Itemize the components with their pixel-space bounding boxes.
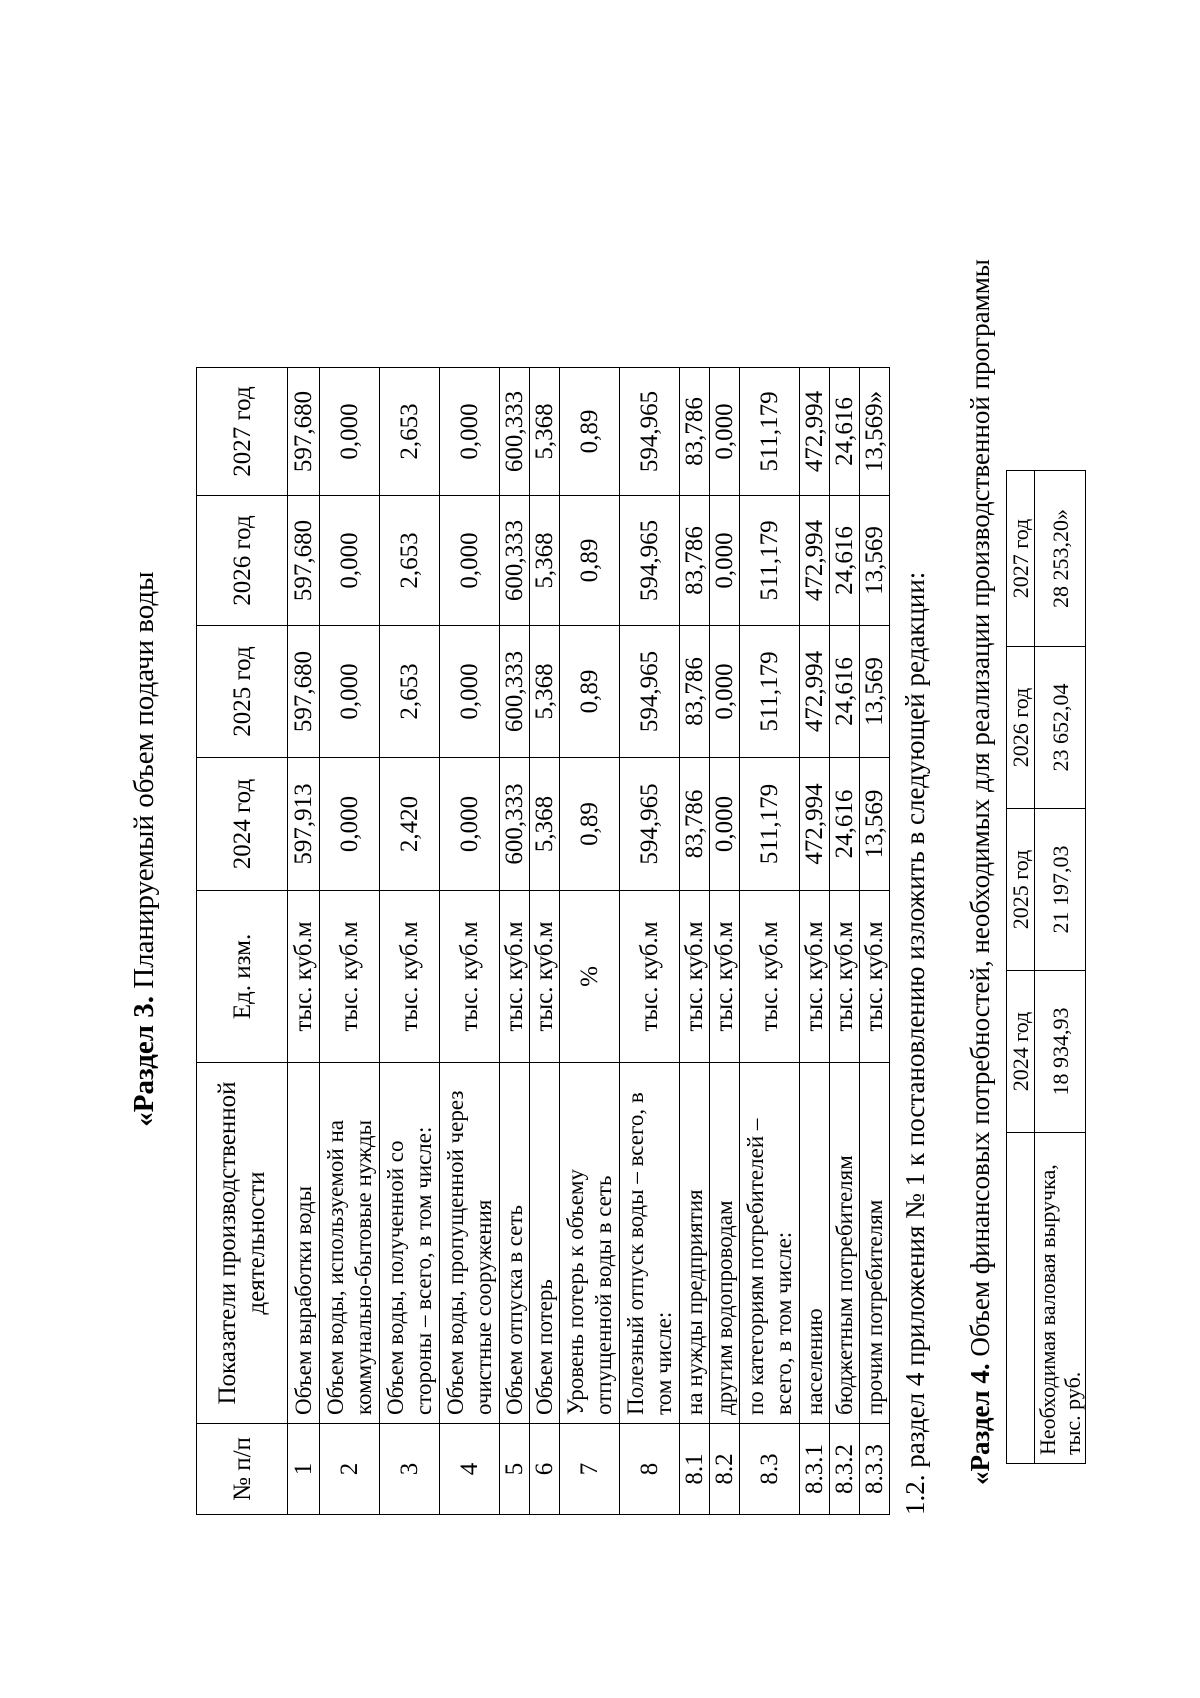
value-cell: 597,680	[288, 368, 320, 496]
value-cell: 5,368	[530, 626, 560, 758]
header-cell: № п/п	[197, 1424, 288, 1515]
section3-prefix: «Раздел 3.	[128, 996, 160, 1127]
table-row	[860, 368, 890, 1515]
header-cell: 2024 год	[197, 758, 288, 891]
value-cell: 24,616	[830, 496, 860, 626]
table-row	[500, 368, 530, 1515]
value-cell: 0,000	[710, 496, 740, 626]
indicator-cell: на нужды предприятия	[680, 1063, 710, 1424]
value-cell: 594,965	[620, 368, 680, 496]
indicator-cell: прочим потребителям	[860, 1063, 890, 1424]
section4-title	[965, 259, 996, 1485]
value-cell: 600,333	[500, 368, 530, 496]
table-row	[560, 368, 620, 1515]
unit-cell: тыс. куб.м	[830, 891, 860, 1063]
table-row	[710, 368, 740, 1515]
unit-cell: тыс. куб.м	[380, 891, 440, 1063]
indicator-cell: Уровень потерь к объему отпущенной воды в сеть	[560, 1063, 620, 1424]
value-cell: 0,000	[710, 758, 740, 891]
value-cell: 597,680	[288, 626, 320, 758]
table-row	[380, 368, 440, 1515]
number-cell: 8.3	[740, 1424, 800, 1515]
indicator-cell: Объем воды, полученной со стороны – всего, в том числе:	[380, 1063, 440, 1424]
unit-cell: %	[560, 891, 620, 1063]
value-cell: 472,994	[800, 626, 830, 758]
value-cell: 0,000	[440, 368, 500, 496]
indicator-cell: Объем воды, пропущенной через очистные сооружения	[440, 1063, 500, 1424]
value-cell: 0,000	[710, 368, 740, 496]
value-cell: 83,786	[680, 368, 710, 496]
value-cell: 600,333	[500, 626, 530, 758]
number-cell: 8.1	[680, 1424, 710, 1515]
table-row	[288, 368, 320, 1515]
number-cell: 8	[620, 1424, 680, 1515]
value-cell: 511,179	[740, 496, 800, 626]
header-cell: 2027 год	[197, 368, 288, 496]
value-cell: 24,616	[830, 626, 860, 758]
value-cell: 23 652,04	[1035, 647, 1086, 809]
section3-title	[128, 0, 161, 1698]
value-cell: 5,368	[530, 758, 560, 891]
table-row	[740, 368, 800, 1515]
unit-cell: тыс. куб.м	[620, 891, 680, 1063]
number-cell: 2	[320, 1424, 380, 1515]
table-header-row	[197, 368, 288, 1515]
section4-prefix: «Раздел 4.	[965, 1363, 995, 1485]
unit-cell: тыс. куб.м	[680, 891, 710, 1063]
indicator-cell: Объем потерь	[530, 1063, 560, 1424]
value-cell: 594,965	[620, 496, 680, 626]
value-cell: 83,786	[680, 496, 710, 626]
indicator-cell: Объем выработки воды	[288, 1063, 320, 1424]
number-cell: 8.3.2	[830, 1424, 860, 1515]
row-label: Необходимая валовая выручка, тыс. руб.	[1035, 1133, 1086, 1464]
indicator-cell: другим водопроводам	[710, 1063, 740, 1424]
header-cell: 2025 год	[1007, 809, 1035, 971]
value-cell: 511,179	[740, 758, 800, 891]
number-cell: 8.3.3	[860, 1424, 890, 1515]
value-cell: 0,000	[320, 626, 380, 758]
value-cell: 0,000	[320, 368, 380, 496]
header-cell: Ед. изм.	[197, 891, 288, 1063]
value-cell: 472,994	[800, 758, 830, 891]
value-cell: 2,653	[380, 368, 440, 496]
unit-cell: тыс. куб.м	[860, 891, 890, 1063]
unit-cell: тыс. куб.м	[500, 891, 530, 1063]
value-cell: 597,913	[288, 758, 320, 891]
indicator-cell: Объем воды, используемой на коммунально-бытовые нужды	[320, 1063, 380, 1424]
value-cell: 21 197,03	[1035, 809, 1086, 971]
value-cell: 0,000	[440, 758, 500, 891]
unit-cell: тыс. куб.м	[710, 891, 740, 1063]
header-cell: 2026 год	[1007, 647, 1035, 809]
value-cell: 472,994	[800, 496, 830, 626]
indicator-cell: Полезный отпуск воды – всего, в том числе:	[620, 1063, 680, 1424]
value-cell: 600,333	[500, 758, 530, 891]
number-cell: 6	[530, 1424, 560, 1515]
financial-needs-table	[1006, 470, 1086, 1464]
header-cell: 2024 год	[1007, 971, 1035, 1133]
value-cell: 2,653	[380, 626, 440, 758]
table-row	[800, 368, 830, 1515]
unit-cell: тыс. куб.м	[440, 891, 500, 1063]
value-cell: 28 253,20»	[1035, 471, 1086, 647]
section4-title-text: Объем финансовых потребностей, необходимых для реализации производственной программы	[965, 259, 995, 1364]
header-cell: 2026 год	[197, 496, 288, 626]
value-cell: 472,994	[800, 368, 830, 496]
indicator-cell: Объем отпуска в сеть	[500, 1063, 530, 1424]
section3-title-text: Планируемый объем подачи воды	[128, 571, 160, 997]
value-cell: 511,179	[740, 626, 800, 758]
value-cell: 0,000	[320, 496, 380, 626]
table-row	[1035, 471, 1086, 1464]
table-row	[680, 368, 710, 1515]
unit-cell: тыс. куб.м	[320, 891, 380, 1063]
value-cell: 13,569»	[860, 368, 890, 496]
table-row	[440, 368, 500, 1515]
table-row	[320, 368, 380, 1515]
number-cell: 5	[500, 1424, 530, 1515]
unit-cell: тыс. куб.м	[740, 891, 800, 1063]
value-cell: 0,89	[560, 758, 620, 891]
number-cell: 4	[440, 1424, 500, 1515]
value-cell: 0,000	[320, 758, 380, 891]
value-cell: 0,89	[560, 496, 620, 626]
header-cell: Показатели производственной деятельности	[197, 1063, 288, 1424]
value-cell: 0,89	[560, 626, 620, 758]
number-cell: 8.3.1	[800, 1424, 830, 1515]
header-cell	[1007, 1133, 1035, 1464]
indicator-cell: населению	[800, 1063, 830, 1424]
value-cell: 13,569	[860, 758, 890, 891]
unit-cell: тыс. куб.м	[530, 891, 560, 1063]
unit-cell: тыс. куб.м	[800, 891, 830, 1063]
value-cell: 0,89	[560, 368, 620, 496]
indicator-cell: бюджетным потребителям	[830, 1063, 860, 1424]
unit-cell: тыс. куб.м	[288, 891, 320, 1063]
indicator-cell: по категориям потребителей – всего, в том числе:	[740, 1063, 800, 1424]
value-cell: 600,333	[500, 496, 530, 626]
number-cell: 7	[560, 1424, 620, 1515]
value-cell: 594,965	[620, 758, 680, 891]
value-cell: 0,000	[440, 496, 500, 626]
table-row	[620, 368, 680, 1515]
header-cell: 2025 год	[197, 626, 288, 758]
table-row	[530, 368, 560, 1515]
number-cell: 3	[380, 1424, 440, 1515]
number-cell: 8.2	[710, 1424, 740, 1515]
value-cell: 594,965	[620, 626, 680, 758]
number-cell: 1	[288, 1424, 320, 1515]
value-cell: 18 934,93	[1035, 971, 1086, 1133]
value-cell: 24,616	[830, 368, 860, 496]
value-cell: 2,653	[380, 496, 440, 626]
table-row	[830, 368, 860, 1515]
water-supply-table	[196, 367, 890, 1515]
header-cell: 2027 год	[1007, 471, 1035, 647]
item-1-2-text: 1.2. раздел 4 приложения № 1 к постановлению изложить в следующей редакции:	[900, 571, 930, 1515]
value-cell: 0,000	[440, 626, 500, 758]
value-cell: 511,179	[740, 368, 800, 496]
table-header-row	[1007, 471, 1035, 1464]
value-cell: 24,616	[830, 758, 860, 891]
value-cell: 13,569	[860, 496, 890, 626]
value-cell: 13,569	[860, 626, 890, 758]
value-cell: 597,680	[288, 496, 320, 626]
value-cell: 0,000	[710, 626, 740, 758]
value-cell: 5,368	[530, 368, 560, 496]
value-cell: 83,786	[680, 758, 710, 891]
value-cell: 5,368	[530, 496, 560, 626]
value-cell: 83,786	[680, 626, 710, 758]
value-cell: 2,420	[380, 758, 440, 891]
